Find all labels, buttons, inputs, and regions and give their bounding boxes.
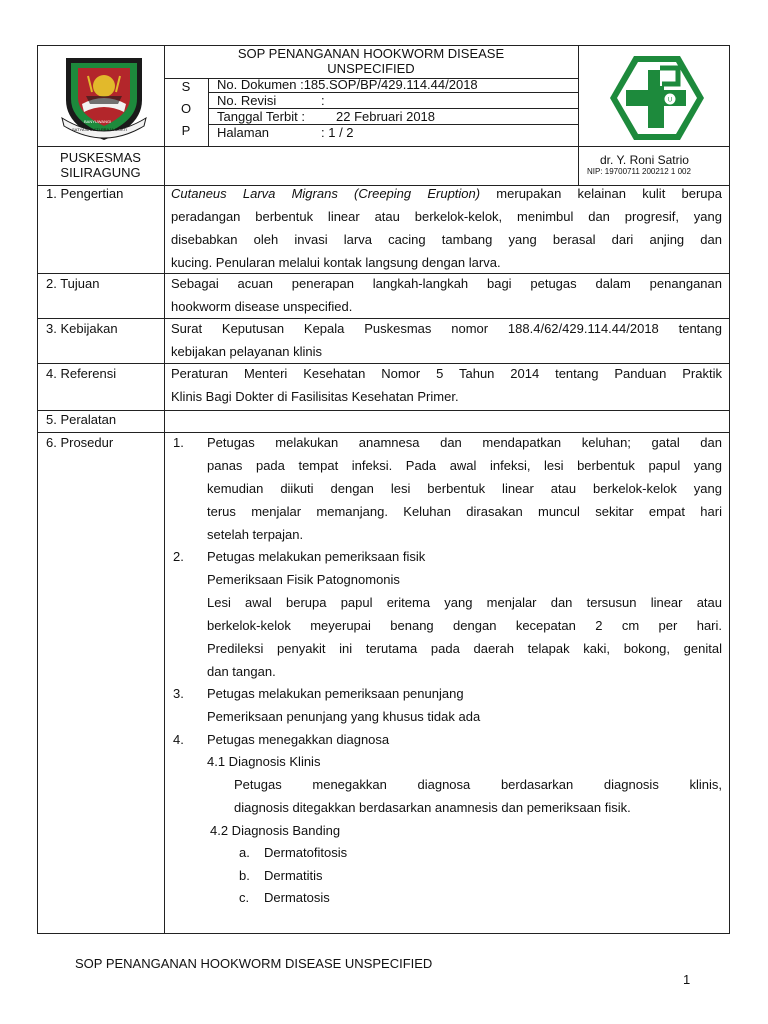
section-label-pengertian: 1. Pengertian: [46, 186, 124, 201]
banding-b-text: Dermatitis: [264, 868, 323, 883]
document-title-line1: SOP PENANGANAN HOOKWORM DISEASE: [237, 46, 505, 61]
puskesmas-cross-logo: [608, 54, 706, 142]
svg-text:U: U: [667, 97, 673, 104]
footer-page-number: 1: [683, 972, 691, 987]
kebijakan-line-1: Surat Keputusan Kepala Puskesmas nomor 188.4/62/429.114.44/2018 tentang: [171, 321, 722, 336]
step-3-number: 3.: [173, 686, 184, 701]
pengertian-line-3: disebabkan oleh invasi larva cacing tambang yang berasal dari anjing dan: [171, 232, 722, 247]
pengertian-line-2: peradangan berbentuk linear atau berkelok-kelok, menimbul dan progresif, yang: [171, 209, 722, 224]
pengertian-line-4: kucing. Penularan melalui kontak langsung dengan larva.: [171, 255, 501, 270]
banding-c-letter: c.: [239, 890, 250, 905]
step-3-title: Petugas melakukan pemeriksaan penunjang: [207, 686, 464, 701]
tanggal-terbit-value: 22 Februari 2018: [336, 109, 436, 124]
document-title-line2: UNSPECIFIED: [327, 61, 415, 76]
sop-letter-s: S: [181, 79, 191, 94]
pengertian-line-1-rest: merupakan kelainan kulit berupa: [480, 186, 723, 201]
halaman-label: Halaman: [217, 125, 270, 140]
banding-a-text: Dermatofitosis: [264, 845, 348, 860]
sop-letter-p: P: [181, 123, 191, 138]
step-4-title: Petugas menegakkan diagnosa: [207, 732, 390, 747]
signatory-nip: NIP: 19700711 200212 1 002: [587, 167, 691, 176]
step-1-line-4: terus menjalar memanjang. Keluhan dirasakan muncul sekitar empat hari: [207, 504, 722, 519]
diagnosis-banding-title: 4.2 Diagnosis Banding: [210, 823, 341, 838]
halaman-value: : 1 / 2: [321, 125, 354, 140]
no-revisi-value: :: [321, 93, 325, 108]
institution-name-line2: SILIRAGUNG: [60, 165, 141, 180]
diagnosis-klinis-line-1: Petugas menegakkan diagnosa berdasarkan diagnosis klinis,: [234, 777, 722, 792]
step-2-line-2: berkelok-kelok meyerupai benang dengan kecepatan 2 cm per hari.: [207, 618, 722, 633]
logo-left-ribbon: BANYUWANGI: [84, 119, 112, 124]
pengertian-line-1: [171, 186, 722, 202]
logo-left-motto: SATYA BHAKTI PRAJA MUKTI: [72, 127, 128, 132]
kebijakan-line-2: kebijakan pelayanan klinis: [171, 344, 323, 359]
step-1-line-3: kemudian diikuti dengan lesi berbentuk linear atau berkelok-kelok yang: [207, 481, 722, 496]
no-dokumen: No. Dokumen :185.SOP/BP/429.114.44/2018: [217, 77, 478, 92]
step-1-line-2: panas pada tempat infeksi. Pada awal infeksi, lesi berbentuk papul yang: [207, 458, 722, 473]
step-2-title: Petugas melakukan pemeriksaan fisik: [207, 549, 426, 564]
section-label-peralatan: 5. Peralatan: [46, 412, 117, 427]
institution-name-line1: PUSKESMAS: [60, 150, 141, 165]
step-2-number: 2.: [173, 549, 184, 564]
step-4-number: 4.: [173, 732, 184, 747]
referensi-line-1: Peraturan Menteri Kesehatan Nomor 5 Tahun 2014 tentang Panduan Praktik: [171, 366, 722, 381]
tanggal-terbit-label: Tanggal Terbit :: [217, 109, 305, 124]
step-1-line-1: Petugas melakukan anamnesa dan mendapatkan keluhan; gatal dan: [207, 435, 722, 450]
section-label-tujuan: 2. Tujuan: [46, 276, 100, 291]
banding-c-text: Dermatosis: [264, 890, 330, 905]
step-2-subtitle: Pemeriksaan Fisik Patognomonis: [207, 572, 400, 587]
sop-letter-o: O: [180, 101, 192, 116]
step-2-line-3: Predileksi penyakit ini terutama pada daerah telapak kaki, bokong, genital: [207, 641, 722, 656]
step-2-line-4: dan tangan.: [207, 664, 276, 679]
pengertian-term: Cutaneus Larva Migrans (Creeping Eruption): [171, 186, 481, 201]
diagnosis-klinis-line-2: diagnosis ditegakkan berdasarkan anamnesis dan pemeriksaan fisik.: [234, 800, 631, 815]
footer-document-title: SOP PENANGANAN HOOKWORM DISEASE UNSPECIFIED: [75, 956, 433, 971]
section-label-referensi: 4. Referensi: [46, 366, 117, 381]
banding-b-letter: b.: [239, 868, 250, 883]
section-label-prosedur: 6. Prosedur: [46, 435, 114, 450]
tujuan-line-2: hookworm disease unspecified.: [171, 299, 353, 314]
section-label-kebijakan: 3. Kebijakan: [46, 321, 118, 336]
no-revisi-label: No. Revisi: [217, 93, 277, 108]
step-2-line-1: Lesi awal berupa papul eritema yang menjalar dan tersusun linear atau: [207, 595, 722, 610]
referensi-line-2: Klinis Bagi Dokter di Fasilisitas Kesehatan Primer.: [171, 389, 459, 404]
step-1-line-5: setelah terpajan.: [207, 527, 304, 542]
signatory-name: dr. Y. Roni Satrio: [600, 153, 689, 167]
step-3-subtitle: Pemeriksaan penunjang yang khusus tidak ada: [207, 709, 481, 724]
tujuan-line-1: Sebagai acuan penerapan langkah-langkah bagi petugas dalam penanganan: [171, 276, 722, 291]
banding-a-letter: a.: [239, 845, 250, 860]
diagnosis-klinis-title: 4.1 Diagnosis Klinis: [207, 754, 321, 769]
step-1-number: 1.: [173, 435, 184, 450]
